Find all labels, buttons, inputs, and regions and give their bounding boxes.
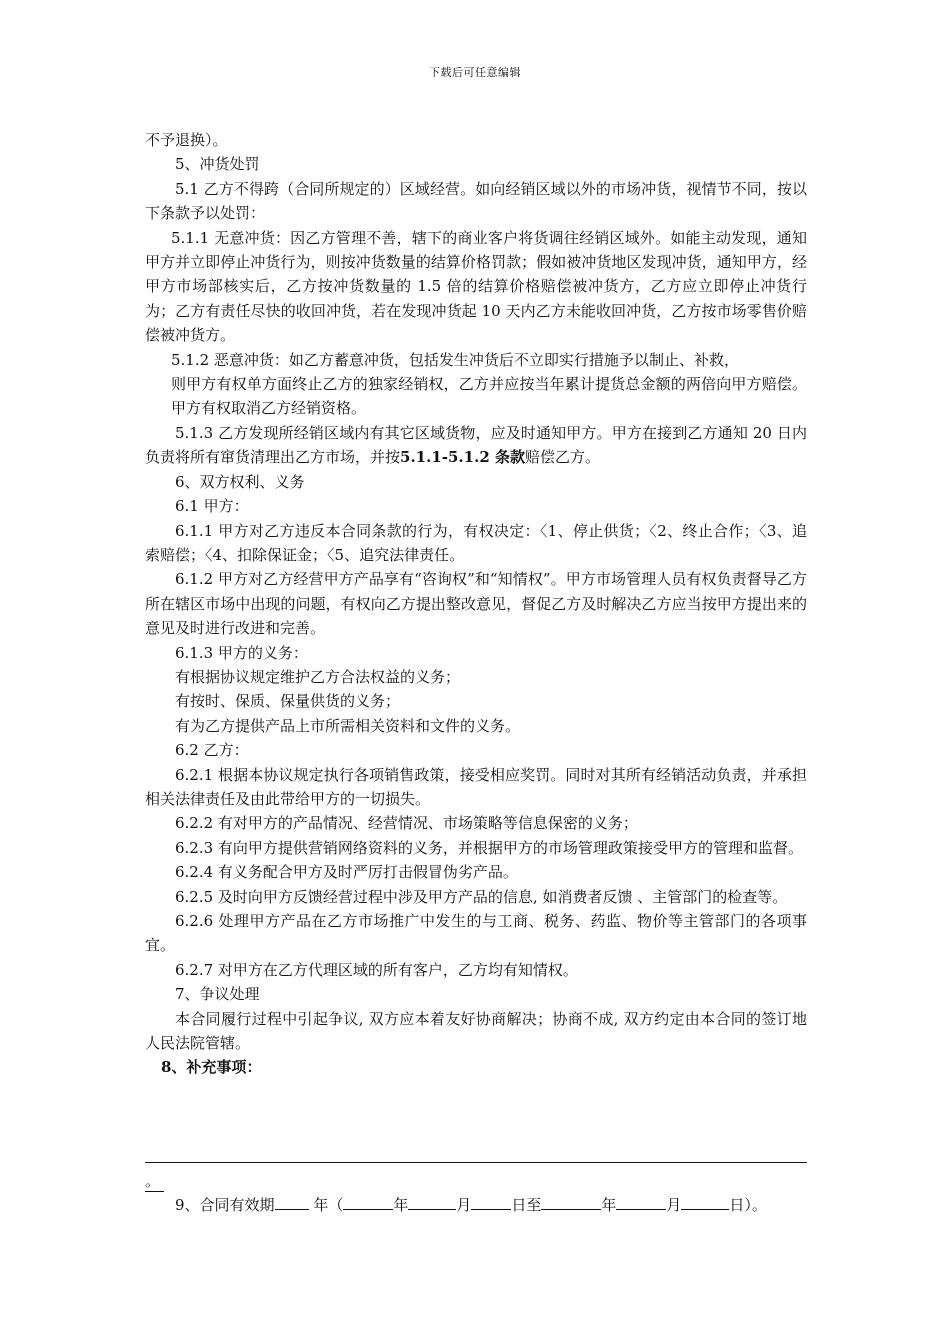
page-header: 下载后可任意编辑 [429,66,521,79]
clause-5-1-3-ref: 5.1.1-5.1.2 条款 [400,448,525,467]
clause-6-1-2: 6.1.2 甲方对乙方经营甲方产品享有“咨询权”和“知情权”。甲方市场管理人员有权负责督导乙方所在辖区市场中出现的问题，有权向乙方提出整改意见，督促乙方及时解决乙方应当按甲方提出来的意见及时进行改进和完善。 [145,570,807,638]
term-label: 9、合同有效期 [175,1196,275,1214]
paragraph-continuation: 不予退换）。 [145,131,228,149]
obligation-item-1: 有根据协议规定维护乙方合法权益的义务； [175,667,461,686]
section-6-heading: 6、双方权利、义务 [175,472,305,491]
clause-7-text: 本合同履行过程中引起争议, 双方应本着友好协商解决；协商不成, 双方约定由本合同的签订地人民法院管辖。 [145,1009,807,1053]
start-day-label: 日至 [511,1196,542,1214]
end-year-label: 年 [601,1196,617,1214]
section-8-heading: 8、补充事项： [161,1058,262,1077]
start-month-label: 月 [456,1196,472,1214]
clause-6-2-4: 6.2.4 有义务配合甲方及时严厉打击假冒伪劣产品。 [175,863,518,882]
clause-6-2-6: 6.2.6 处理甲方产品在乙方市场推广中发生的与工商、税务、药监、物价等主管部门的各项事宜。 [145,912,807,955]
contract-term-line [175,1193,767,1217]
clause-5-1-3-end: 赔偿乙方。 [524,448,600,467]
clause-6-2-3: 6.2.3 有向甲方提供营销网络资料的义务，并根据甲方的市场管理政策接受甲方的管理和监督。 [175,838,803,857]
end-year-blank [541,1193,601,1210]
end-day-label: 日）。 [729,1196,767,1214]
clause-5-1-2-cont: 则甲方有权单方面终止乙方的独家经销权，乙方并应按当年累计提货总金额的两倍向甲方赔偿。甲方有权取消乙方经销资格。 [171,375,807,418]
start-year-blank [343,1193,393,1210]
supplement-fill-line [145,1162,807,1163]
end-day-blank [681,1193,729,1210]
start-day-blank [471,1193,511,1210]
clause-6-2-1: 6.2.1 根据本协议规定执行各项销售政策，接受相应奖罚。同时对其所有经销活动负责，并承担相关法律责任及由此带给甲方的一切损失。 [145,765,807,808]
start-month-blank [408,1193,456,1210]
obligation-item-2: 有按时、保质、保量供货的义务； [175,692,401,711]
clause-5-1: 5.1 乙方不得跨（合同所规定的）区域经营。如向经销区域以外的市场冲货，视情节不同，按以下条款予以处罚： [145,179,807,223]
clause-6-2-2: 6.2.2 有对甲方的产品情况、经营情况、市场策略等信息保密的义务； [175,814,638,833]
clause-5-1-1: 5.1.1 无意冲货：因乙方管理不善，辖下的商业客户将货调往经销区域外。如能主动发现，通知甲方并立即停止冲货行为，则按冲货数量的结算价格罚款；假如被冲货地区发现冲货，通知甲方，经甲方市场部核实后，乙方按冲货数量的 1.5 倍的结算价格赔偿被冲货方，乙方应立即停止冲货行为；乙方有责任尽快的收回冲货，若在发现冲货起 10 天内乙方未能收回冲货，乙方按市场零售价赔偿被冲货方。 [145,228,807,345]
clause-6-2: 6.2 乙方： [175,741,249,760]
start-year-label: 年 [393,1196,409,1214]
end-month-blank [616,1193,666,1210]
end-month-label: 月 [666,1196,682,1214]
term-year-open: 年（ [313,1196,344,1214]
clause-6-1-3: 6.1.3 甲方的义务： [175,643,308,662]
clause-6-1-1: 6.1.1 甲方对乙方违反本合同条款的行为，有权决定：〈1、停止供货；〈2、终止合作；〈3、追索赔偿；〈4、扣除保证金；〈5、追究法律责任。 [145,521,807,564]
section-7-heading: 7、争议处理 [175,985,260,1004]
term-years-blank [275,1193,309,1210]
obligation-item-3: 有为乙方提供产品上市所需相关资料和文件的义务。 [175,716,521,735]
section-5-heading: 5、冲货处罚 [175,155,260,174]
supplement-line-end: 。 [145,1171,164,1192]
clause-5-1-2: 5.1.2 恶意冲货：如乙方蓄意冲货，包括发生冲货后不立即实行措施予以制止、补救， [171,350,739,369]
clause-5-1-3-text: 5.1.3 乙方发现所经销区域内有其它区域货物，应及时通知甲方。甲方在接到乙方通知 20 日内负责将所有窜货清理出乙方市场，并按 [145,423,807,467]
clause-6-2-7: 6.2.7 对甲方在乙方代理区域的所有客户，乙方均有知情权。 [175,960,578,979]
clause-6-1: 6.1 甲方： [175,497,249,516]
contract-body [145,128,807,1080]
clause-6-2-5: 6.2.5 及时向甲方反馈经营过程中涉及甲方产品的信息, 如消费者反馈 、主管部门的检查等。 [175,887,788,906]
clause-5-1-3 [145,421,807,470]
